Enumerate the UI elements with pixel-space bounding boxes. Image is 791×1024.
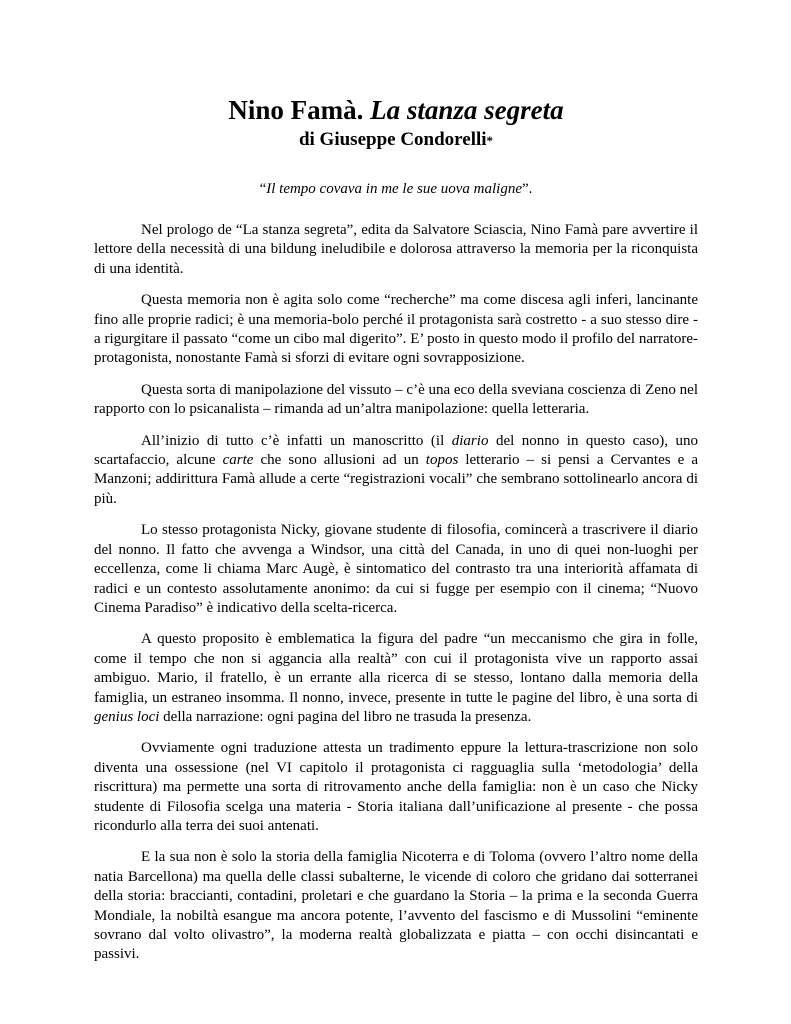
- paragraph-8: E la sua non è solo la storia della famiglia Nicoterra e di Toloma (ovvero l’altro nome della natia Barcellona) ma quella delle classi subalterne, le vicende di coloro che gridano dai sotterranei della storia: braccianti, contadini, proletari e che guardano la Storia – la prima e la seconda Guerra Mondiale, la nobiltà esangue ma ancora potente, l’avvento del fascismo e di Mussolini “eminente sovrano dal volto olivastro”, la moderna realtà globalizzata e piatta – con occhi disincantati e passivi.: [94, 849, 698, 963]
- paragraph-6: [94, 630, 698, 727]
- paragraph-4-text: del nonno in questo caso), uno scartafaccio, alcune: [94, 432, 698, 469]
- paragraph-7: Ovviamente ogni traduzione attesta un tradimento eppure la lettura-trascrizione non solo diventa una ossessione (nel VI capitolo il protagonista ci ragguaglia sulla ‘metodologia’ della riscrittura) ma permette una sorta di ritrovamento anche della famiglia: non è un caso che Nicky studente di Filosofia scelga una materia - Storia italiana dall’unificazione al presente - che possa ricondurlo alla terra dei suoi antenati.: [94, 740, 698, 834]
- byline-text: di Giuseppe Condorelli: [298, 129, 487, 150]
- paragraph-4: [94, 432, 698, 510]
- footnote-mark: *: [486, 133, 494, 148]
- paragraph-4-text: All’inizio di tutto c’è infatti un manoscritto (il: [141, 432, 452, 449]
- epigraph-open-quote: “: [259, 181, 267, 197]
- title-book: La stanza segreta: [370, 95, 564, 125]
- epigraph: [94, 179, 698, 199]
- paragraph-3: Questa sorta di manipolazione del vissuto – c’è una eco della sveviana coscienza di Zeno nel rapporto con lo psicanalista – rimanda ad un’altra manipolazione: quella letteraria.: [94, 381, 698, 418]
- paragraph-4-text: letterario – si pensi a Cervantes e a Manzoni; addirittura Famà allude a certe “registrazioni vocali” che sembrano sottolinearlo ancora di più.: [94, 452, 699, 507]
- paragraph-6-text: della narrazione: ogni pagina del libro ne trasuda la presenza.: [159, 708, 532, 725]
- paragraph-6-italic-genius-loci: genius loci: [94, 708, 160, 725]
- paragraph-1: Nel prologo de “La stanza segreta”, edita da Salvatore Sciascia, Nino Famà pare avvertire il lettore della necessità di una bildung ineludibile e dolorosa attraverso la memoria per la riconquista di una identità.: [94, 222, 698, 277]
- paragraph-5: Lo stesso protagonista Nicky, giovane studente di filosofia, comincerà a trascrivere il diario del nonno. Il fatto che avvenga a Windsor, una città del Canada, in uno di quei non-luoghi per eccellenza, come li chiama Marc Augè, è sintomatico del contrasto tra una interiorità affamata di radici e un contesto assolutamente anonimo: da cui si fugge per esempio con il cinema; “Nuovo Cinema Paradiso” è indicativo della scelta-ricerca.: [94, 522, 698, 616]
- paragraph-4-italic-diario: diario: [451, 432, 489, 449]
- paragraph-4-italic-topos: topos: [425, 452, 459, 469]
- paragraph-6-text: A questo proposito è emblematica la figura del padre “un meccanismo che gira in folle, come il tempo che non si aggancia alla realtà” con cui il protagonista vive un rapporto assai ambiguo. Mario, il fratello, è un errante alla ricerca di se stesso, lontano dalla memoria della famiglia, un estraneo insomma. Il nonno, invece, presente in tutte le pagine del libro, è una sorta di: [94, 631, 698, 706]
- paragraph-2: Questa memoria non è agita solo come “recherche” ma come discesa agli inferi, lancinante fino alle proprie radici; è una memoria-bolo perché il protagonista sarà costretto - a suo stesso dire - a rigurgitare il passato “come un cibo mal digerito”. E’ posto in questo modo il profilo del narratore-protagonista, nonostante Famà si sforzi di evitare ogni sovrapposizione.: [94, 292, 698, 367]
- article-body: [94, 221, 698, 965]
- paragraph-4-text: che sono allusioni ad un: [253, 452, 426, 469]
- epigraph-text: Il tempo covava in me le sue uova maligne: [266, 181, 522, 197]
- byline: [94, 128, 698, 153]
- paragraph-4-italic-carte: carte: [222, 452, 254, 469]
- title-author: Nino Famà.: [228, 95, 364, 125]
- page-title: [94, 92, 698, 128]
- epigraph-close-quote: ”.: [522, 181, 533, 197]
- document-page: [94, 92, 698, 977]
